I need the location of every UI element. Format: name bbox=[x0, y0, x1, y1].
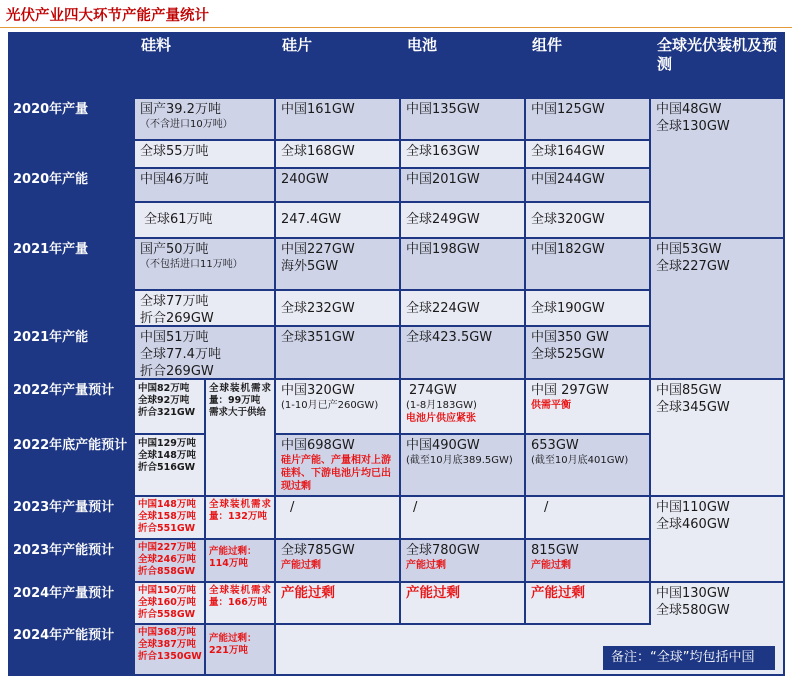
title-divider bbox=[0, 27, 792, 28]
table-cell: 中国46万吨 bbox=[135, 169, 274, 201]
cell-value: 815GW bbox=[531, 543, 579, 558]
table-cell: 全球164GW bbox=[526, 141, 649, 167]
cell-value: 海外5GW bbox=[281, 259, 339, 274]
cell-value: 折合858GW bbox=[138, 566, 196, 577]
cell-value: 折合269GW bbox=[140, 364, 214, 378]
cell-value: 折合269GW bbox=[140, 311, 214, 325]
cell-value: 中国85GW bbox=[656, 383, 722, 398]
cell-note: （不含进口10万吨） bbox=[140, 119, 233, 130]
row-label-2020-output: 2020年产量 bbox=[8, 99, 133, 167]
table-cell: / bbox=[526, 497, 649, 538]
table-cell bbox=[526, 435, 649, 495]
cell-value: 中国320GW bbox=[281, 383, 355, 398]
table-cell: 全球61万吨 bbox=[135, 203, 274, 237]
install-cell-2023 bbox=[651, 497, 783, 581]
cell-value: 全球525GW bbox=[531, 347, 605, 362]
row-label-2020-capacity: 2020年产能 bbox=[8, 169, 133, 237]
table-cell: 产能过剩 bbox=[526, 583, 649, 623]
row-label-2024-capacity: 2024年产能预计 bbox=[8, 625, 133, 674]
table-cell bbox=[401, 380, 524, 433]
cell-value: 中国48GW bbox=[656, 102, 722, 117]
row-label-2023-capacity: 2023年产能预计 bbox=[8, 540, 133, 581]
cell-value: 折合558GW bbox=[138, 609, 196, 620]
table-cell bbox=[135, 99, 274, 139]
cell-value: 274GW bbox=[409, 383, 457, 398]
table-cell: 中国125GW bbox=[526, 99, 649, 139]
cell-note: 电池片供应紧张 bbox=[406, 413, 476, 424]
cell-note: (1-10月已产260GW) bbox=[281, 400, 379, 411]
table-cell: 中国135GW bbox=[401, 99, 524, 139]
table-cell: 产能过剩 bbox=[276, 583, 399, 623]
table-cell: 中国161GW bbox=[276, 99, 399, 139]
table-cell: 全球423.5GW bbox=[401, 327, 524, 378]
install-cell-2021 bbox=[651, 239, 783, 378]
header-install: 全球光伏装机及预测 bbox=[651, 32, 783, 97]
row-label-2022-capacity: 2022年底产能预计 bbox=[8, 435, 133, 495]
cell-value: 折合321GW bbox=[138, 407, 196, 418]
table-cell bbox=[135, 435, 204, 495]
cell-value: 中国148万吨 bbox=[138, 499, 196, 510]
cell-value: 中国51万吨 bbox=[140, 330, 209, 345]
table-cell: / bbox=[276, 497, 399, 538]
row-label-2023-output: 2023年产量预计 bbox=[8, 497, 133, 538]
cell-value: 653GW bbox=[531, 438, 579, 453]
cell-value: 中国129万吨 bbox=[138, 438, 196, 449]
table-cell: 产能过剩 bbox=[401, 583, 524, 623]
surplus-cell-2023: 产能过剩：114万吨 bbox=[206, 540, 274, 581]
row-label-2021-output: 2021年产量 bbox=[8, 239, 133, 325]
table-cell bbox=[401, 435, 524, 495]
table-cell: 全球249GW bbox=[401, 203, 524, 237]
cell-value: 全球246万吨 bbox=[138, 554, 196, 565]
cell-value: 折合551GW bbox=[138, 523, 196, 534]
table-cell bbox=[526, 380, 649, 433]
header-silicon: 硅料 bbox=[135, 32, 274, 97]
table-cell: 中国244GW bbox=[526, 169, 649, 201]
table-cell bbox=[276, 435, 399, 495]
cell-note: (1-8月183GW) bbox=[406, 400, 477, 411]
demand-cell-2024: 全球装机需求量：166万吨 bbox=[206, 583, 274, 623]
footnote: 备注：“全球”均包括中国 bbox=[603, 646, 775, 670]
table-cell: 中国182GW bbox=[526, 239, 649, 289]
table-cell: 240GW bbox=[276, 169, 399, 201]
cell-note: (截至10月底401GW) bbox=[531, 455, 629, 466]
row-label-2022-output: 2022年产量预计 bbox=[8, 380, 133, 433]
table-cell bbox=[135, 497, 204, 538]
table-cell: 全球224GW bbox=[401, 291, 524, 325]
cell-value: 全球580GW bbox=[656, 603, 730, 618]
header-cell: 电池 bbox=[401, 32, 524, 97]
demand-cell-2023: 全球装机需求量：132万吨 bbox=[206, 497, 274, 538]
row-label-2021-capacity: 2021年产能 bbox=[8, 327, 133, 378]
header-corner bbox=[8, 32, 133, 97]
cell-value: 全球780GW bbox=[406, 543, 480, 558]
cell-value: 全球785GW bbox=[281, 543, 355, 558]
header-module: 组件 bbox=[526, 32, 649, 97]
cell-value: 中国82万吨 bbox=[138, 383, 190, 394]
surplus-cell-2024: 产能过剩：221万吨 bbox=[206, 625, 274, 674]
cell-value: 全球77万吨 bbox=[140, 294, 209, 309]
cell-value: 中国227GW bbox=[281, 242, 355, 257]
cell-note: 产能过剩 bbox=[531, 560, 571, 571]
cell-note: （不包括进口11万吨） bbox=[140, 259, 243, 270]
cell-value: 中国490GW bbox=[406, 438, 480, 453]
cell-value: 国产50万吨 bbox=[140, 242, 209, 257]
demand-cell-2022 bbox=[206, 380, 274, 495]
cell-note: 产能过剩 bbox=[281, 560, 321, 571]
cell-value: 全球227GW bbox=[656, 259, 730, 274]
cell-note: (截至10月底389.5GW) bbox=[406, 455, 513, 466]
install-cell-2020 bbox=[651, 99, 783, 237]
row-label-2024-output: 2024年产量预计 bbox=[8, 583, 133, 623]
cell-value: 全球158万吨 bbox=[138, 511, 196, 522]
table-cell bbox=[135, 327, 274, 378]
cell-value: 需求大于供给 bbox=[209, 407, 267, 418]
table-cell: 全球351GW bbox=[276, 327, 399, 378]
table-cell: 全球190GW bbox=[526, 291, 649, 325]
table-cell bbox=[135, 625, 204, 674]
cell-value: 中国130GW bbox=[656, 586, 730, 601]
install-cell-2022 bbox=[651, 380, 783, 495]
cell-note: 供需平衡 bbox=[531, 400, 571, 411]
page-title: 光伏产业四大环节产能产量统计 bbox=[6, 8, 209, 24]
cell-note: 硅片产能、产量相对上游硅料、下游电池片均已出现过剩 bbox=[281, 455, 391, 492]
table-cell: 中国201GW bbox=[401, 169, 524, 201]
table-cell bbox=[276, 380, 399, 433]
table-cell: / bbox=[401, 497, 524, 538]
table-cell bbox=[135, 291, 274, 325]
table-cell bbox=[276, 239, 399, 289]
table-cell: 全球163GW bbox=[401, 141, 524, 167]
table-cell: 全球232GW bbox=[276, 291, 399, 325]
header-wafer: 硅片 bbox=[276, 32, 399, 97]
table-cell bbox=[135, 583, 204, 623]
table-cell bbox=[526, 540, 649, 581]
cell-value: 中国227万吨 bbox=[138, 542, 196, 553]
cell-value: 全球装机需求量：99万吨 bbox=[209, 383, 271, 406]
table-cell: 全球55万吨 bbox=[135, 141, 274, 167]
cell-value: 折合516GW bbox=[138, 462, 196, 473]
cell-value: 国产39.2万吨 bbox=[140, 102, 221, 117]
cell-value: 中国53GW bbox=[656, 242, 722, 257]
table-cell bbox=[135, 380, 204, 433]
cell-value: 折合1350GW bbox=[138, 651, 202, 662]
cell-value: 中国110GW bbox=[656, 500, 730, 515]
cell-value: 全球460GW bbox=[656, 517, 730, 532]
cell-value: 中国368万吨 bbox=[138, 627, 196, 638]
cell-value: 中国350 GW bbox=[531, 330, 609, 345]
table-cell: 247.4GW bbox=[276, 203, 399, 237]
cell-value: 中国698GW bbox=[281, 438, 355, 453]
cell-note: 产能过剩 bbox=[406, 560, 446, 571]
table-cell: 全球320GW bbox=[526, 203, 649, 237]
cell-value: 全球148万吨 bbox=[138, 450, 196, 461]
cell-value: 全球92万吨 bbox=[138, 395, 190, 406]
table-cell bbox=[401, 540, 524, 581]
cell-value: 全球130GW bbox=[656, 119, 730, 134]
cell-value: 全球387万吨 bbox=[138, 639, 196, 650]
table-cell: 全球168GW bbox=[276, 141, 399, 167]
table-cell bbox=[135, 540, 204, 581]
cell-value: 全球345GW bbox=[656, 400, 730, 415]
cell-value: 中国 297GW bbox=[531, 383, 609, 398]
cell-value: 全球77.4万吨 bbox=[140, 347, 221, 362]
stats-table bbox=[8, 32, 785, 676]
table-cell bbox=[276, 540, 399, 581]
table-cell: 中国198GW bbox=[401, 239, 524, 289]
cell-value: 中国150万吨 bbox=[138, 585, 196, 596]
table-cell bbox=[135, 239, 274, 289]
table-cell bbox=[526, 327, 649, 378]
cell-value: 全球160万吨 bbox=[138, 597, 196, 608]
